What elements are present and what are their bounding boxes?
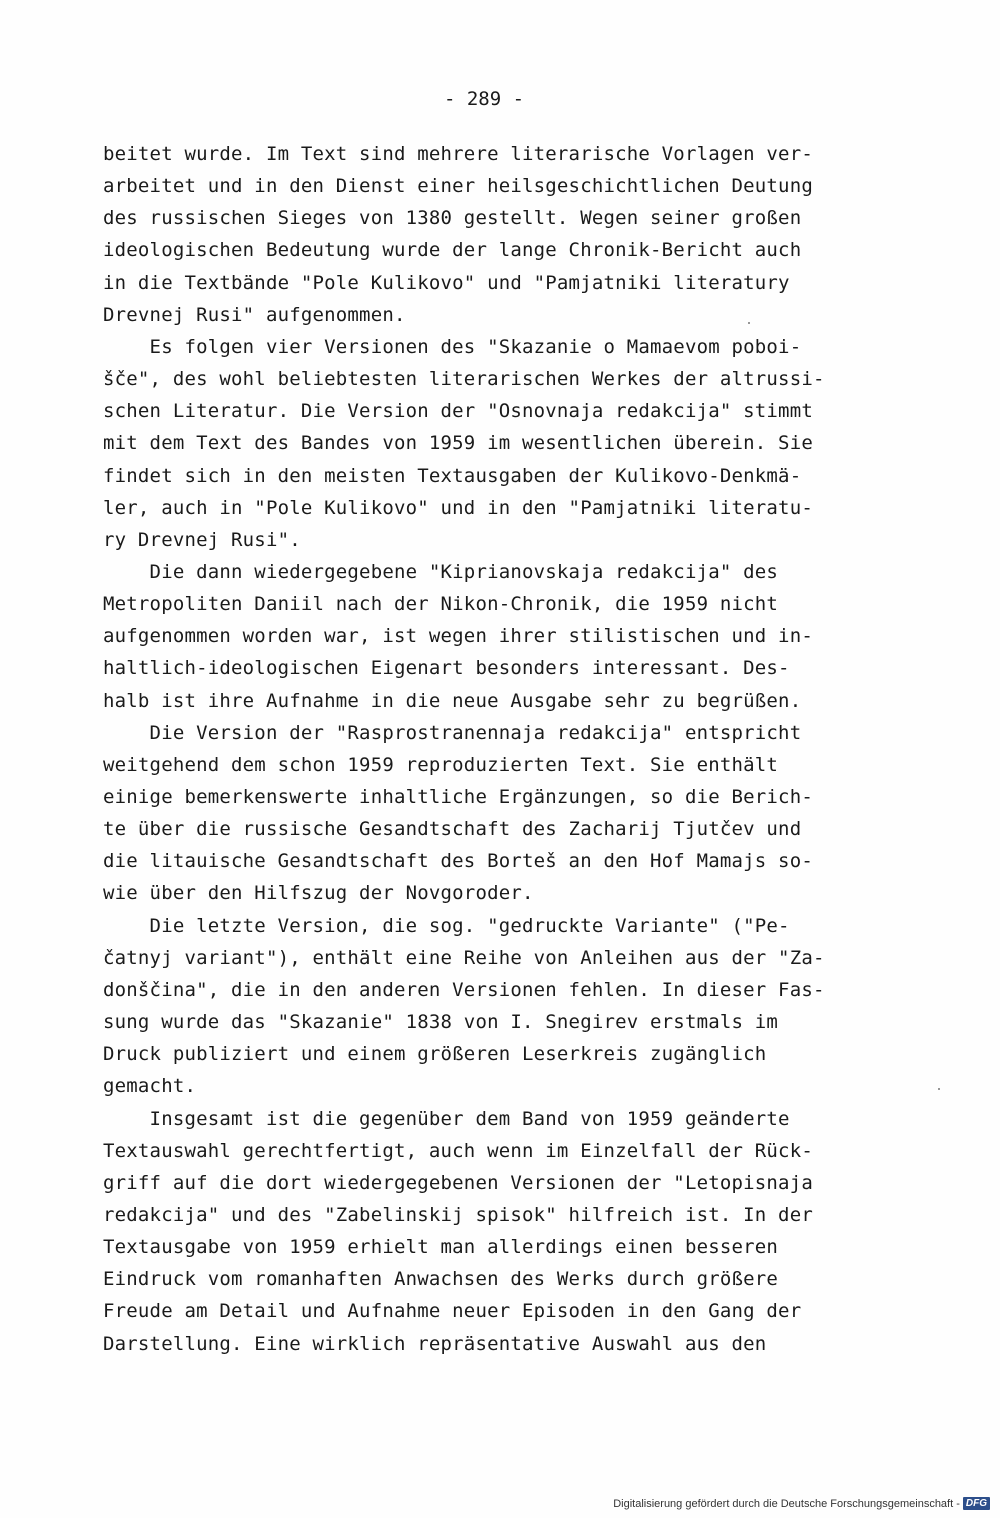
text-line: Freude am Detail und Aufnahme neuer Episoden in den Gang der xyxy=(103,1300,802,1322)
text-line: arbeitet und in den Dienst einer heilsgeschichtlichen Deutung xyxy=(103,175,813,197)
text-line: Metropoliten Daniil nach der Nikon-Chronik, die 1959 nicht xyxy=(103,593,779,615)
dfg-logo: DFG xyxy=(963,1497,990,1510)
text-line: Textauswahl gerechtfertigt, auch wenn im Einzelfall der Rück- xyxy=(103,1140,813,1162)
text-line: mit dem Text des Bandes von 1959 im wesentlichen überein. Sie xyxy=(103,432,813,454)
text-line: aufgenommen worden war, ist wegen ihrer stilistischen und in- xyxy=(103,625,813,647)
text-line: Es folgen vier Versionen des "Skazanie o Mamaevom poboi- xyxy=(103,336,802,358)
text-line: Die Version der "Rasprostranennaja redakcija" entspricht xyxy=(103,722,802,744)
text-line: halb ist ihre Aufnahme in die neue Ausgabe sehr zu begrüßen. xyxy=(103,690,802,712)
text-line: sung wurde das "Skazanie" 1838 von I. Snegirev erstmals im xyxy=(103,1011,779,1033)
text-line: einige bemerkenswerte inhaltliche Ergänzungen, so die Berich- xyxy=(103,786,813,808)
text-line: te über die russische Gesandtschaft des Zacharij Tjutčev und xyxy=(103,818,802,840)
text-line: čatnyj variant"), enthält eine Reihe von Anleihen aus der "Za- xyxy=(103,947,825,969)
text-line: haltlich-ideologischen Eigenart besonders interessant. Des- xyxy=(103,657,790,679)
text-line: findet sich in den meisten Textausgaben der Kulikovo-Denkmä- xyxy=(103,465,802,487)
text-line: Die dann wiedergegebene "Kiprianovskaja redakcija" des xyxy=(103,561,779,583)
text-line: schen Literatur. Die Version der "Osnovnaja redakcija" stimmt xyxy=(103,400,813,422)
text-line: griff auf die dort wiedergegebenen Versionen der "Letopisnaja xyxy=(103,1172,813,1194)
text-line: Textausgabe von 1959 erhielt man allerdings einen besseren xyxy=(103,1236,779,1258)
text-line: donščina", die in den anderen Versionen fehlen. In dieser Fas- xyxy=(103,979,825,1001)
text-line: weitgehend dem schon 1959 reproduzierten Text. Sie enthält xyxy=(103,754,779,776)
text-line: ler, auch in "Pole Kulikovo" und in den "Pamjatniki literatu- xyxy=(103,497,813,519)
text-line: redakcija" und des "Zabelinskij spisok" hilfreich ist. In der xyxy=(103,1204,813,1226)
page-number: - 289 - xyxy=(443,88,525,110)
text-line: in die Textbände "Pole Kulikovo" und "Pamjatniki literatury xyxy=(103,272,790,294)
text-line: Druck publiziert und einem größeren Leserkreis zugänglich xyxy=(103,1043,767,1065)
text-line: Eindruck vom romanhaften Anwachsen des Werks durch größere xyxy=(103,1268,779,1290)
text-line: Die letzte Version, die sog. "gedruckte Variante" ("Pe- xyxy=(103,915,790,937)
text-line: Drevnej Rusi" aufgenommen. xyxy=(103,304,406,326)
footer-text: Digitalisierung gefördert durch die Deutsche Forschungsgemeinschaft - xyxy=(613,1497,960,1510)
text-line: des russischen Sieges von 1380 gestellt. Wegen seiner großen xyxy=(103,207,802,229)
text-line: wie über den Hilfszug der Novgoroder. xyxy=(103,882,534,904)
text-line: die litauische Gesandtschaft des Borteš an den Hof Mamajs so- xyxy=(103,850,813,872)
text-line: Insgesamt ist die gegenüber dem Band von 1959 geänderte xyxy=(103,1108,790,1130)
text-line: šče", des wohl beliebtesten literarischen Werkes der altrussi- xyxy=(103,368,825,390)
scan-speck xyxy=(938,1088,940,1090)
text-line: beitet wurde. Im Text sind mehrere literarische Vorlagen ver- xyxy=(103,143,813,165)
scan-speck xyxy=(748,322,750,324)
text-line: gemacht. xyxy=(103,1075,197,1097)
digitization-footer xyxy=(613,1497,990,1510)
text-line: Darstellung. Eine wirklich repräsentative Auswahl aus den xyxy=(103,1333,767,1355)
text-line: ry Drevnej Rusi". xyxy=(103,529,301,551)
text-line: ideologischen Bedeutung wurde der lange Chronik-Bericht auch xyxy=(103,239,802,261)
